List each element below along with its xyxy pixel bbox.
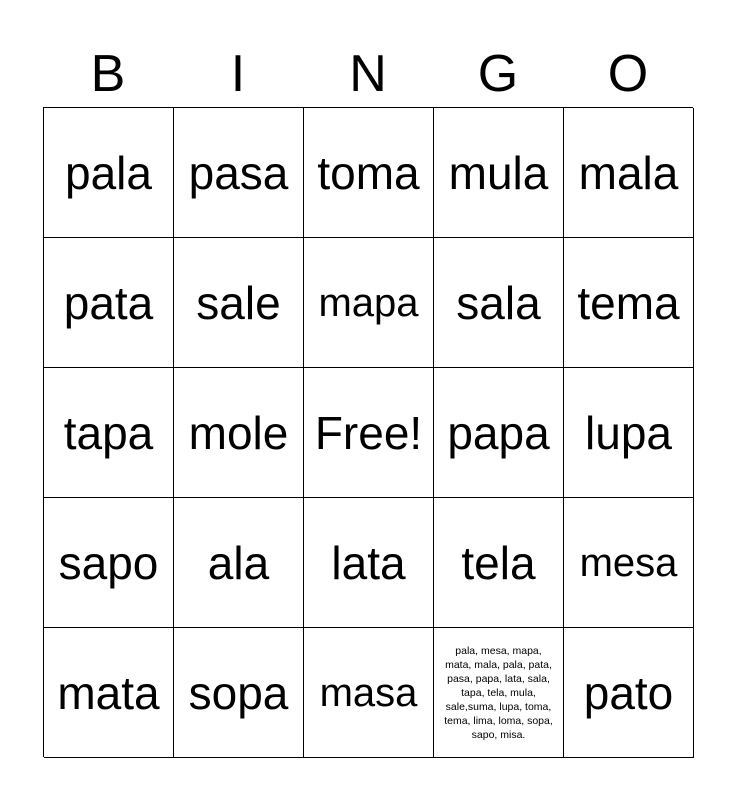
bingo-cell-r4c1: sapo	[44, 498, 174, 628]
bingo-cell-r4c3: lata	[304, 498, 434, 628]
bingo-cell-r5c1: mata	[44, 628, 174, 758]
bingo-cell-r1c2: pasa	[174, 108, 304, 238]
bingo-cell-r1c4: mula	[434, 108, 564, 238]
bingo-cell-r5c2: sopa	[174, 628, 304, 758]
header-letter-g: G	[477, 45, 519, 103]
bingo-cell-r5c3: masa	[304, 628, 434, 758]
bingo-cell-r4c2: ala	[174, 498, 304, 628]
bingo-cell-r4c5: mesa	[564, 498, 694, 628]
bingo-cell-r1c5: mala	[564, 108, 694, 238]
bingo-cell-r2c4: sala	[434, 238, 564, 368]
bingo-cell-r4c4: tela	[434, 498, 564, 628]
bingo-cell-r3c1: tapa	[44, 368, 174, 498]
bingo-cell-free: Free!	[304, 368, 434, 498]
bingo-cell-r2c1: pata	[44, 238, 174, 368]
header-letter-b: B	[90, 45, 126, 103]
bingo-cell-r2c5: tema	[564, 238, 694, 368]
bingo-cell-r1c1: pala	[44, 108, 174, 238]
bingo-cell-r1c3: toma	[304, 108, 434, 238]
header-letter-n: N	[349, 45, 387, 103]
bingo-cell-r2c2: sale	[174, 238, 304, 368]
bingo-cell-r3c5: lupa	[564, 368, 694, 498]
bingo-cell-word-list: pala, mesa, mapa, mata, mala, pala, pata, pasa, papa, lata, sala, tapa, tela, mula, sale,suma, lupa, toma, tema, lima, loma, sopa, sapo, misa.	[434, 628, 564, 758]
bingo-cell-r5c5: pato	[564, 628, 694, 758]
bingo-cell-r3c2: mole	[174, 368, 304, 498]
bingo-header	[43, 40, 693, 108]
bingo-grid	[43, 107, 693, 757]
header-letter-i: I	[230, 45, 246, 103]
header-letter-o: O	[607, 45, 649, 103]
bingo-cell-r3c4: papa	[434, 368, 564, 498]
bingo-cell-r2c3: mapa	[304, 238, 434, 368]
